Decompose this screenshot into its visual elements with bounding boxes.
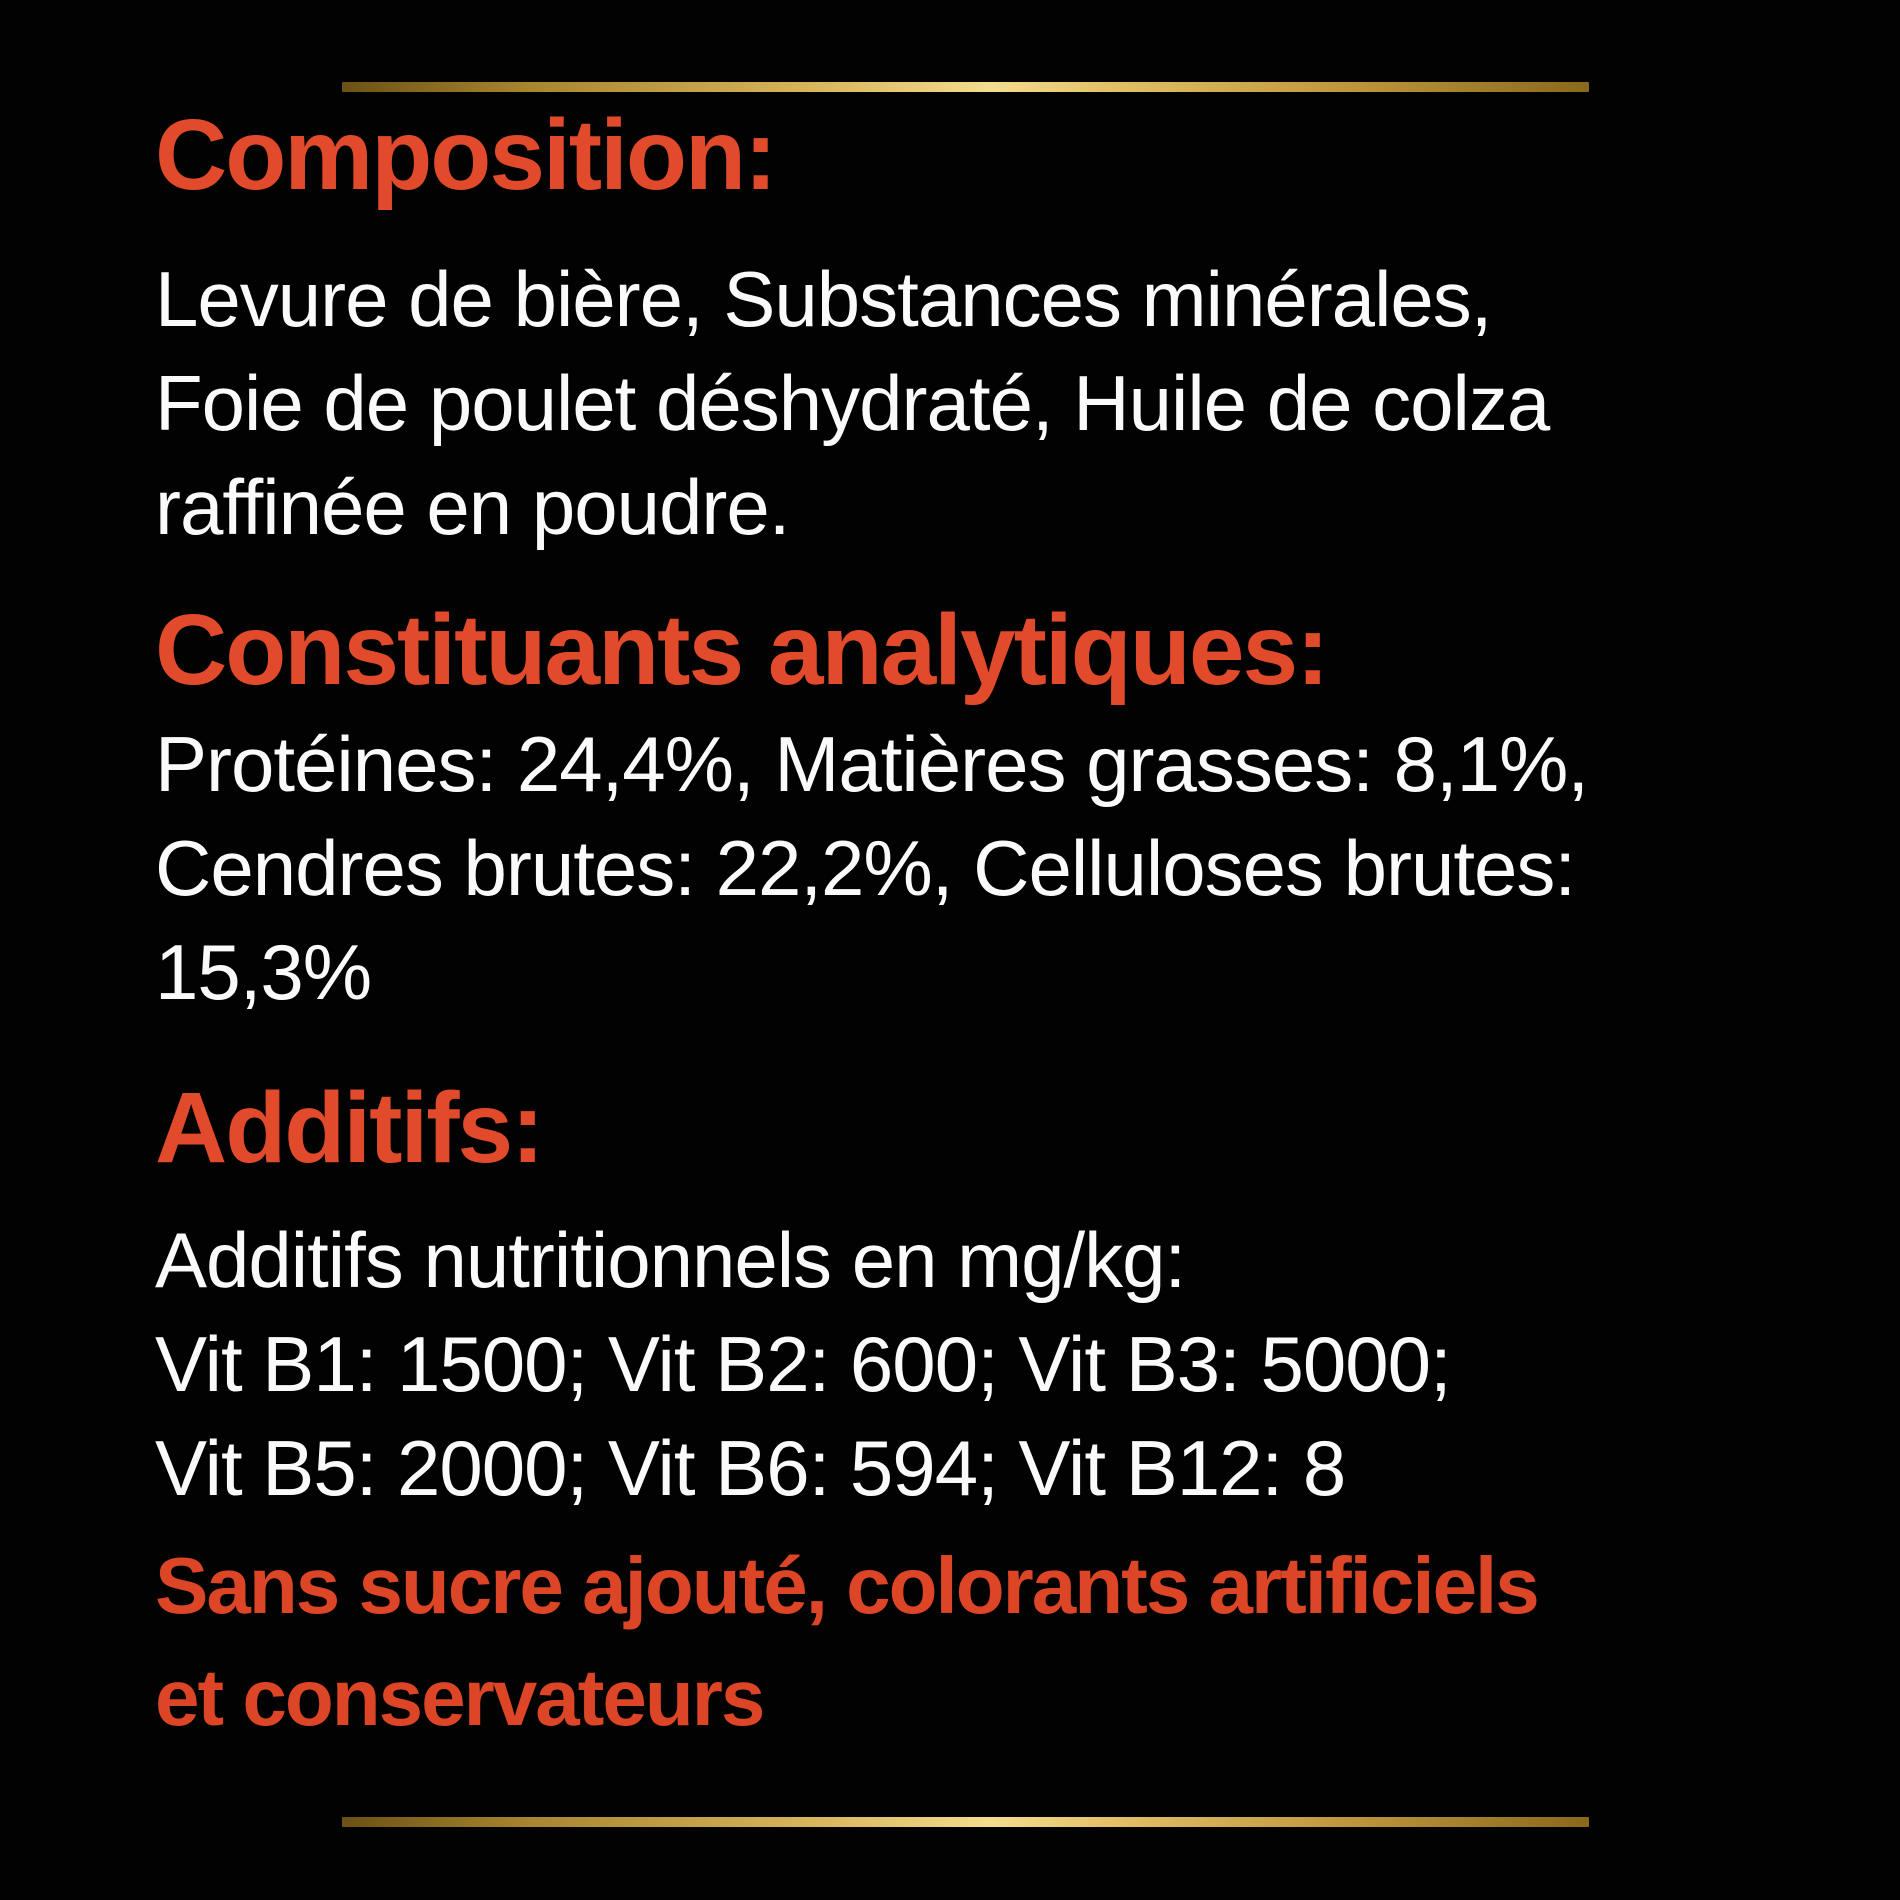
analytical-constituents-body <box>155 712 1588 1024</box>
analytical-line-2: Cendres brutes: 22,2%, Celluloses brutes: <box>155 824 1576 912</box>
claim-line-1: Sans sucre ajouté, colorants artificiels <box>155 1541 1538 1630</box>
analytical-line-1: Protéines: 24,4%, Matières grasses: 8,1%, <box>155 720 1589 808</box>
additives-body <box>155 1208 1451 1520</box>
composition-line-2: Foie de poulet déshydraté, Huile de colza <box>155 359 1550 447</box>
composition-line-3: raffinée en poudre. <box>155 463 790 551</box>
no-additives-claim <box>155 1530 1538 1754</box>
additives-line-1: Additifs nutritionnels en mg/kg: <box>155 1216 1186 1304</box>
claim-line-2: et conservateurs <box>155 1653 764 1742</box>
composition-heading: Composition: <box>155 99 776 211</box>
additives-line-2: Vit B1: 1500; Vit B2: 600; Vit B3: 5000; <box>155 1320 1451 1408</box>
composition-body <box>155 247 1549 559</box>
analytical-constituents-heading: Constituants analytiques: <box>155 594 1328 706</box>
analytical-line-3: 15,3% <box>155 928 372 1016</box>
composition-line-1: Levure de bière, Substances minérales, <box>155 255 1492 343</box>
additives-line-3: Vit B5: 2000; Vit B6: 594; Vit B12: 8 <box>155 1424 1346 1512</box>
additives-heading: Additifs: <box>155 1072 543 1184</box>
gold-divider-bottom <box>342 1817 1589 1827</box>
gold-divider-top <box>342 82 1589 92</box>
